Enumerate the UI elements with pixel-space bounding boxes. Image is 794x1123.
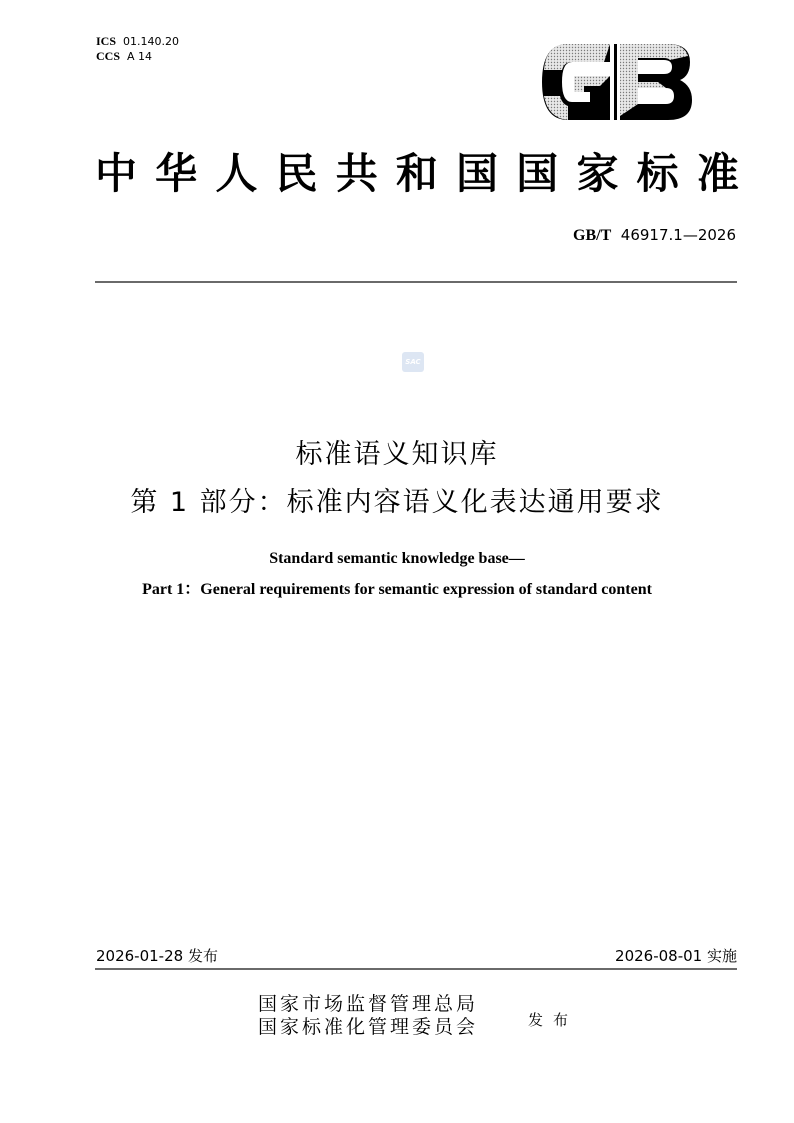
- banner-char: 国: [516, 149, 559, 198]
- national-standard-banner: [90, 146, 744, 202]
- banner-char: 民: [275, 149, 318, 198]
- ccs-value: A 14: [127, 50, 153, 63]
- banner-char: 中: [94, 149, 137, 198]
- title-cn-main: 标准语义知识库: [295, 439, 499, 470]
- standard-code: 46917.1—2026: [620, 226, 736, 244]
- banner-char: 人: [215, 149, 258, 198]
- sac-watermark-icon: SAC: [402, 352, 424, 372]
- gb-logo-icon: [538, 40, 696, 124]
- ccs-code: [96, 49, 179, 64]
- ics-label: ICS: [96, 34, 117, 48]
- classification-codes: [96, 34, 179, 64]
- implementation-date: 2026-08-01 实施: [615, 947, 737, 965]
- ics-code: [96, 34, 179, 49]
- ics-value: 01.140.20: [123, 35, 179, 48]
- banner-char: 华: [155, 149, 198, 198]
- banner-char: 和: [395, 149, 438, 198]
- banner-char: 准: [696, 149, 739, 198]
- issuing-organizations: [258, 993, 478, 1039]
- issue-date: 2026-01-28 发布: [96, 947, 218, 965]
- ccs-label: CCS: [96, 49, 121, 63]
- issuer-sac: 国家标准化管理委员会: [258, 1016, 479, 1038]
- bottom-divider: [95, 968, 737, 970]
- title-en-part: Part 1：General requirements for semantic expression of standard content: [142, 581, 652, 598]
- standard-number: [573, 226, 736, 245]
- banner-char: 共: [335, 149, 378, 198]
- banner-char: 标: [636, 149, 679, 198]
- banner-char: 家: [576, 149, 619, 198]
- issuer-samr: 国家市场监督管理总局: [258, 993, 479, 1015]
- title-cn-part: 第 1 部分：标准内容语义化表达通用要求: [130, 487, 664, 518]
- banner-char: 国: [456, 149, 499, 198]
- top-divider: [95, 281, 737, 283]
- issue-action-label: 发布: [528, 1011, 579, 1029]
- standard-prefix: GB/T: [573, 227, 612, 244]
- title-en-main: Standard semantic knowledge base—: [269, 550, 525, 567]
